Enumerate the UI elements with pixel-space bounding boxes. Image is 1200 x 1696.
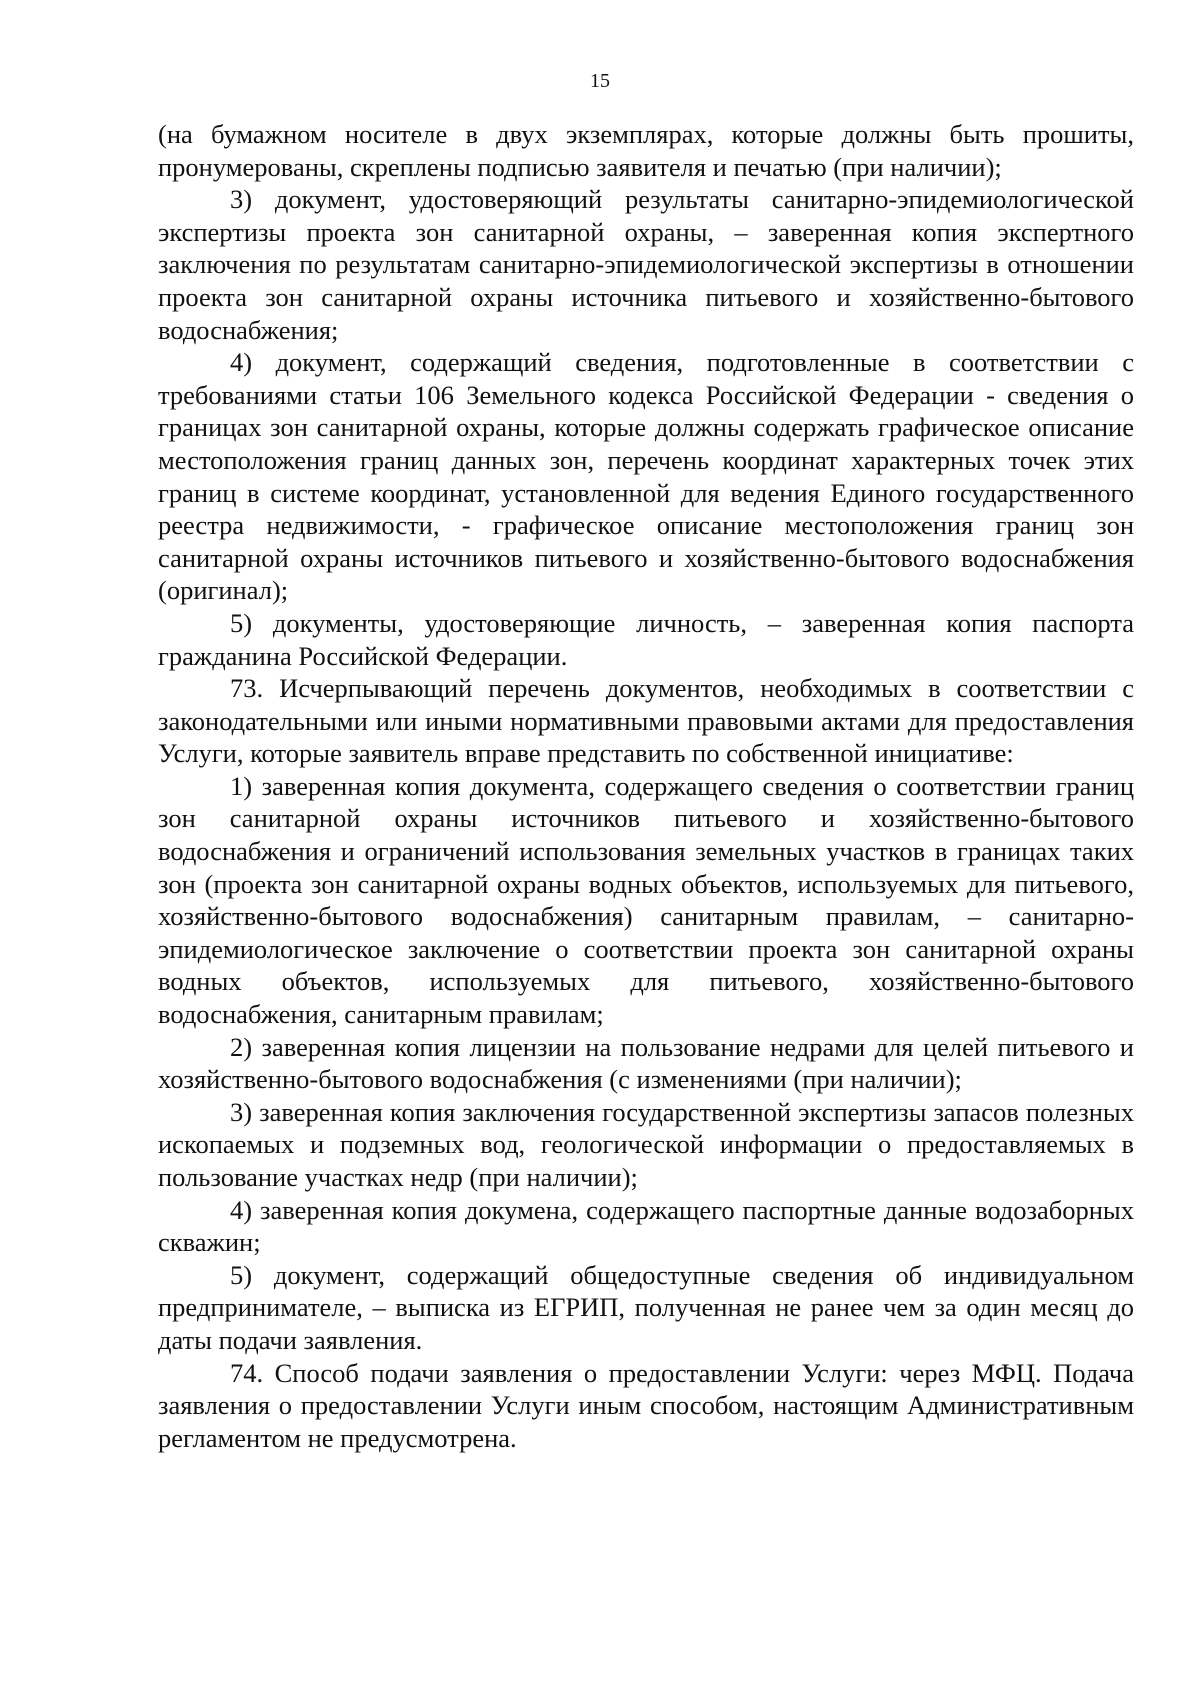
paragraph-4: 5) документы, удостоверяющие личность, – заверенная копия паспорта гражданина Российской Федерации. <box>158 607 1134 671</box>
paragraph-1: (на бумажном носителе в двух экземплярах, которые должны быть прошиты, пронумерованы, скреплены подписью заявителя и печатью (при наличии); <box>158 119 1134 182</box>
paragraph-3: 4) документ, содержащий сведения, подготовленные в соответствии с требованиями статьи 106 Земельного кодекса Российской Федерации - сведения о границах зон санитарной охраны, которые должны содержать графическое описание местоположения границ данных зон, перечень координат характерных точек этих границ в системе координат, установленной для ведения Единого государственного реестра недвижимости, - графическое описание местоположения границ зон санитарной охраны источников питьевого и хозяйственно-бытового водоснабжения (оригинал); <box>158 347 1134 606</box>
paragraph-9: 4) заверенная копия докумена, содержащего паспортные данные водозаборных скважин; <box>158 1194 1134 1258</box>
page-number: 15 <box>590 70 610 92</box>
paragraph-7: 2) заверенная копия лицензии на пользование недрами для целей питьевого и хозяйственно-бытового водоснабжения (с изменениями (при наличии); <box>158 1031 1134 1095</box>
paragraph-8: 3) заверенная копия заключения государственной экспертизы запасов полезных ископаемых и подземных вод, геологической информации о предоставляемых в пользование участках недр (при наличии); <box>158 1096 1134 1192</box>
paragraph-10: 5) документ, содержащий общедоступные сведения об индивидуальном предпринимателе, – выписка из ЕГРИП, полученная не ранее чем за один месяц до даты подачи заявления. <box>158 1259 1134 1355</box>
paragraph-5: 73. Исчерпывающий перечень документов, необходимых в соответствии с законодательными или иными нормативными правовыми актами для предоставления Услуги, которые заявитель вправе представить по собственной инициативе: <box>158 673 1134 769</box>
paragraph-2: 3) документ, удостоверяющий результаты санитарно-эпидемиологической экспертизы проекта зон санитарной охраны, – заверенная копия экспертного заключения по результатам санитарно-эпидемиологической экспертизы в отношении проекта зон санитарной охраны источника питьевого и хозяйственно-бытового водоснабжения; <box>158 184 1134 345</box>
document-body <box>158 118 1134 1454</box>
paragraph-11: 74. Способ подачи заявления о предоставлении Услуги: через МФЦ. Подача заявления о предоставлении Услуги иным способом, настоящим Административным регламентом не предусмотрена. <box>158 1357 1134 1453</box>
paragraph-6: 1) заверенная копия документа, содержащего сведения о соответствии границ зон санитарной охраны источников питьевого и хозяйственно-бытового водоснабжения и ограничений использования земельных участков в границах таких зон (проекта зон санитарной охраны водных объектов, используемых для питьевого, хозяйственно-бытового водоснабжения) санитарным правилам, – санитарно-эпидемиологическое заключение о соответствии проекта зон санитарной охраны водных объектов, используемых для питьевого, хозяйственно-бытового водоснабжения, санитарным правилам; <box>158 770 1134 1030</box>
